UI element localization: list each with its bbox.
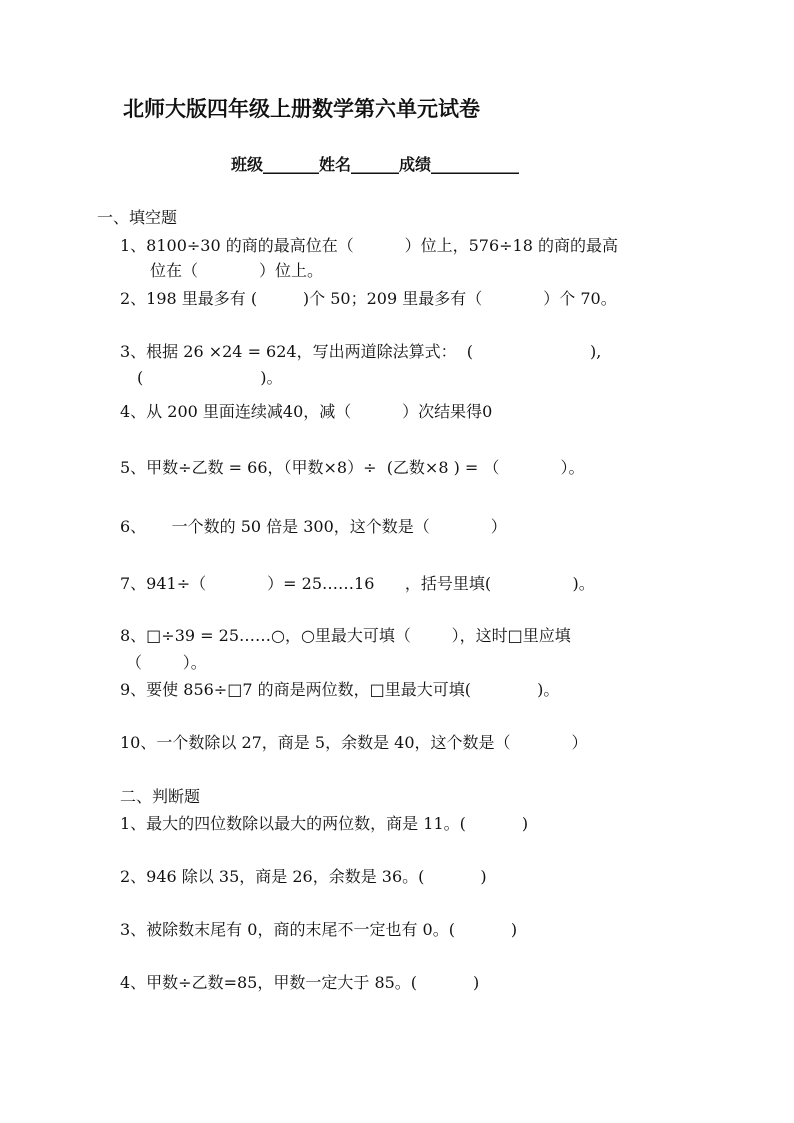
- fill-question-3-line-2: ( )。: [137, 368, 283, 387]
- judge-question-4: 4、甲数÷乙数=85，甲数一定大于 85。( ): [120, 973, 480, 992]
- section-heading-true-false: 二、判断题: [120, 787, 201, 806]
- judge-question-3: 3、被除数末尾有 0，商的末尾不一定也有 0。( ): [120, 920, 518, 939]
- judge-question-1: 1、最大的四位数除以最大的两位数，商是 11。( ): [120, 814, 529, 833]
- student-info-line: 班级_______姓名______成绩___________: [231, 155, 520, 174]
- fill-question-9: 9、要使 856÷□7 的商是两位数，□里最大可填( )。: [120, 680, 560, 699]
- fill-question-2: 2、198 里最多有 ( )个 50；209 里最多有（ ）个 70。: [120, 289, 617, 308]
- fill-question-8-line-1: 8、□÷39 = 25……○，○里最大可填（ ），这时□里应填: [120, 626, 571, 645]
- fill-question-5: 5、甲数÷乙数 = 66，（甲数×8）÷ (乙数×8 ) = （ ）。: [120, 458, 585, 477]
- fill-question-10: 10、一个数除以 27，商是 5，余数是 40，这个数是（ ）: [120, 733, 588, 752]
- fill-question-7: 7、941÷（ ）= 25……16 ，括号里填( )。: [120, 574, 595, 593]
- section-heading-fill-blank: 一、填空题: [97, 208, 178, 227]
- page-title: 北师大版四年级上册数学第六单元试卷: [123, 97, 480, 121]
- fill-question-1-line-1: 1、8100÷30 的商的最高位在（ ）位上，576÷18 的商的最高: [120, 236, 619, 255]
- fill-question-6: 6、 一个数的 50 倍是 300，这个数是（ ）: [120, 517, 507, 536]
- fill-question-8-line-2: （ ）。: [126, 653, 207, 672]
- fill-question-3-line-1: 3、根据 26 ×24 = 624，写出两道除法算式： ( ),: [120, 342, 602, 361]
- fill-question-4: 4、从 200 里面连续减40，减（ ）次结果得0: [120, 402, 493, 421]
- fill-question-1-line-2: 位在（ ）位上。: [150, 261, 324, 280]
- judge-question-2: 2、946 除以 35，商是 26，余数是 36。( ): [120, 867, 487, 886]
